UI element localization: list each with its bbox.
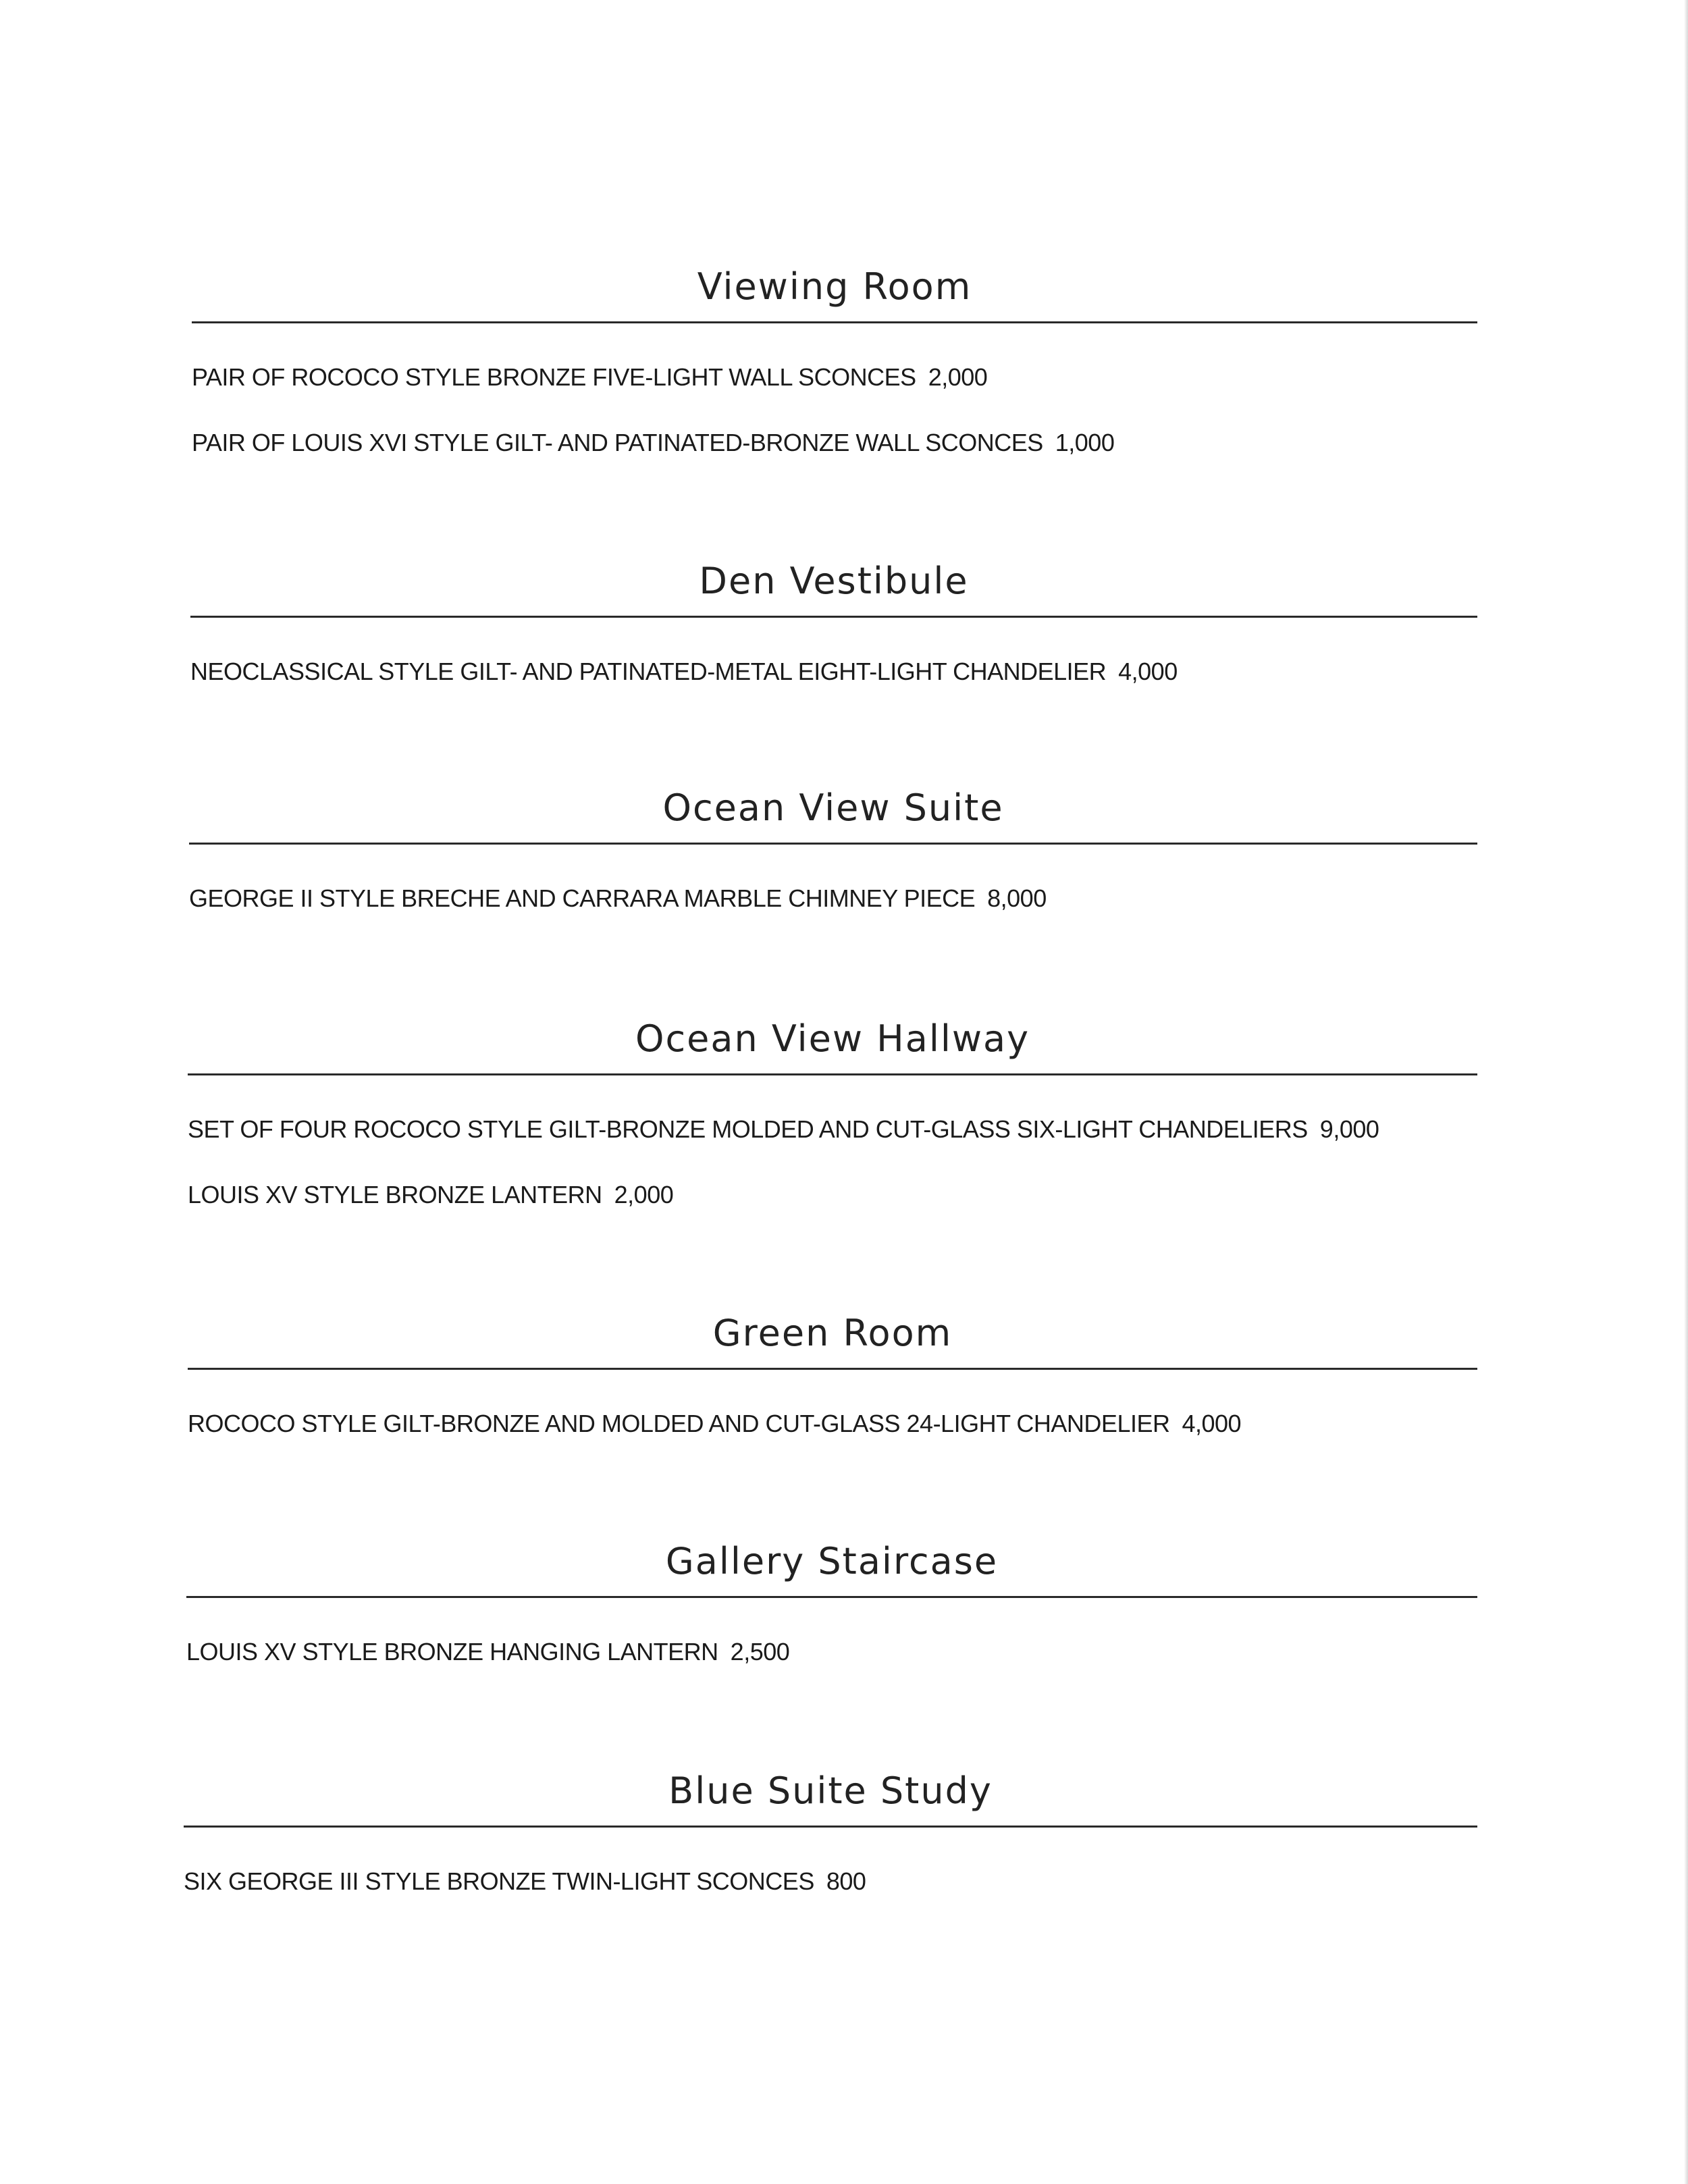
section-divider <box>188 1073 1477 1075</box>
item-list <box>188 1412 1477 1439</box>
list-item <box>190 660 1477 687</box>
section-divider <box>184 1826 1477 1828</box>
section-divider <box>186 1596 1477 1598</box>
list-item <box>192 365 1477 392</box>
section-den-vestibule <box>190 560 1477 725</box>
section-viewing-room <box>192 265 1477 496</box>
item-list <box>188 1117 1477 1210</box>
item-list <box>186 1640 1477 1667</box>
section-title: Den Vestibule <box>699 560 969 602</box>
item-list <box>184 1869 1477 1896</box>
item-name: SET OF FOUR ROCOCO STYLE GILT-BRONZE MOLDED AND CUT-GLASS SIX-LIGHT CHANDELIERS <box>188 1115 1308 1143</box>
item-price: 1,000 <box>1055 429 1115 456</box>
item-price: 4,000 <box>1182 1410 1242 1437</box>
section-ocean-view-suite <box>189 787 1477 952</box>
item-name: ROCOCO STYLE GILT-BRONZE AND MOLDED AND CUT-GLASS 24-LIGHT CHANDELIER <box>188 1410 1170 1437</box>
item-name: LOUIS XV STYLE BRONZE LANTERN <box>188 1181 602 1208</box>
section-ocean-view-hallway <box>188 1017 1477 1248</box>
item-price: 2,500 <box>730 1638 790 1666</box>
section-title: Ocean View Hallway <box>635 1017 1030 1060</box>
item-price: 8,000 <box>987 884 1047 912</box>
item-name: NEOCLASSICAL STYLE GILT- AND PATINATED-METAL EIGHT-LIGHT CHANDELIER <box>190 658 1107 685</box>
item-name: GEORGE II STYLE BRECHE AND CARRARA MARBLE CHIMNEY PIECE <box>189 884 976 912</box>
section-title: Green Room <box>712 1312 953 1354</box>
section-green-room <box>188 1312 1477 1477</box>
section-title: Viewing Room <box>697 265 972 308</box>
scan-edge-shadow <box>1684 0 1688 2184</box>
section-divider <box>189 843 1477 845</box>
section-divider <box>192 321 1477 323</box>
item-price: 9,000 <box>1319 1115 1379 1143</box>
item-price: 2,000 <box>928 363 988 391</box>
section-title: Gallery Staircase <box>665 1540 999 1582</box>
item-list <box>192 365 1477 458</box>
item-name: SIX GEORGE III STYLE BRONZE TWIN-LIGHT SCONCES <box>184 1867 814 1895</box>
section-divider <box>188 1368 1477 1370</box>
list-item <box>186 1640 1477 1667</box>
list-item <box>188 1412 1477 1439</box>
item-price: 2,000 <box>614 1181 674 1208</box>
section-title: Blue Suite Study <box>668 1769 993 1812</box>
list-item <box>189 886 1477 913</box>
item-list <box>189 886 1477 913</box>
section-gallery-staircase <box>186 1540 1477 1705</box>
list-item <box>188 1183 1477 1210</box>
item-name: LOUIS XV STYLE BRONZE HANGING LANTERN <box>186 1638 718 1666</box>
list-item <box>184 1869 1477 1896</box>
section-divider <box>190 616 1477 618</box>
section-blue-suite-study <box>184 1769 1477 1935</box>
list-item <box>188 1117 1477 1144</box>
item-name: PAIR OF LOUIS XVI STYLE GILT- AND PATINATED-BRONZE WALL SCONCES <box>192 429 1043 456</box>
item-price: 4,000 <box>1118 658 1178 685</box>
list-item <box>192 431 1477 458</box>
item-price: 800 <box>826 1867 866 1895</box>
item-list <box>190 660 1477 687</box>
section-title: Ocean View Suite <box>662 787 1004 829</box>
item-name: PAIR OF ROCOCO STYLE BRONZE FIVE-LIGHT WALL SCONCES <box>192 363 916 391</box>
